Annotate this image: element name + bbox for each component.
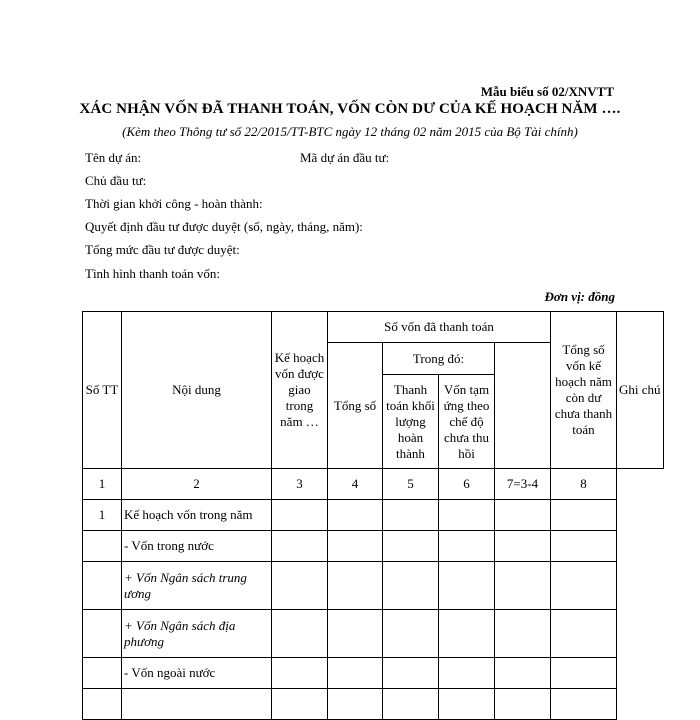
empty-cell: [328, 689, 383, 720]
unit-label: Đơn vị: đồng: [544, 289, 615, 304]
header-remaining: Tổng số vốn kế hoạch năm còn dư chưa thanh toán: [551, 312, 617, 469]
empty-cell: [439, 531, 495, 562]
empty-cell: [328, 610, 383, 658]
empty-cell: [328, 562, 383, 610]
row-content: - Vốn trong nước: [122, 531, 272, 562]
empty-cell: [383, 610, 439, 658]
table-row: [83, 500, 664, 531]
empty-cell: [495, 689, 551, 720]
empty-cell: [272, 531, 328, 562]
row-content: Kế hoạch vốn trong năm: [122, 500, 272, 531]
table-row: [83, 610, 664, 658]
row-content: + Vốn Ngân sách trung ương: [122, 562, 272, 610]
empty-cell: [83, 689, 122, 720]
investor-label: Chủ đầu tư:: [85, 173, 147, 188]
empty-cell: [383, 689, 439, 720]
col-number: 3: [272, 469, 328, 500]
total-investment-label: Tổng mức đầu tư được duyệt:: [85, 242, 240, 257]
empty-cell: [383, 500, 439, 531]
row-stt: [83, 562, 122, 610]
row-content: - Vốn ngoài nước: [122, 658, 272, 689]
empty-cell: [328, 500, 383, 531]
column-number-row: [83, 469, 664, 500]
empty-cell: [383, 658, 439, 689]
empty-cell: [122, 689, 272, 720]
project-code-label: Mã dự án đầu tư:: [300, 150, 390, 165]
header-content: Nội dung: [122, 312, 272, 469]
header-advance: Vốn tạm ứng theo chế độ chưa thu hồi: [439, 375, 495, 469]
timeline-label: Thời gian khởi công - hoàn thành:: [85, 196, 263, 211]
empty-cell: [551, 610, 617, 658]
row-content: + Vốn Ngân sách địa phương: [122, 610, 272, 658]
empty-cell: [495, 610, 551, 658]
empty-cell: [439, 658, 495, 689]
header-paid-group: Số vốn đã thanh toán: [328, 312, 551, 343]
empty-cell: [383, 531, 439, 562]
header-notes: Ghi chú: [617, 312, 664, 469]
col-number: 2: [122, 469, 272, 500]
col-number: 8: [551, 469, 617, 500]
header-volume-paid: Thanh toán khối lượng hoàn thành: [383, 375, 439, 469]
empty-cell: [495, 500, 551, 531]
empty-cell: [272, 562, 328, 610]
payment-table: [82, 311, 664, 720]
empty-cell: [272, 500, 328, 531]
table-row: [83, 658, 664, 689]
col-number: 4: [328, 469, 383, 500]
col-number: 5: [383, 469, 439, 500]
empty-cell: [328, 658, 383, 689]
empty-cell: [495, 562, 551, 610]
row-stt: [83, 658, 122, 689]
row-stt: [83, 531, 122, 562]
empty-cell: [495, 531, 551, 562]
document-title: XÁC NHẬN VỐN ĐÃ THANH TOÁN, VỐN CÒN DƯ CỦA KẾ HOẠCH NĂM ….: [79, 101, 621, 117]
empty-cell: [439, 562, 495, 610]
decision-label: Quyết định đầu tư được duyệt (số, ngày, tháng, năm):: [85, 219, 363, 234]
table-row: [83, 562, 664, 610]
header-plan: Kế hoạch vốn được giao trong năm …: [272, 312, 328, 469]
col-number: 1: [83, 469, 122, 500]
table-row: [83, 531, 664, 562]
empty-cell: [551, 562, 617, 610]
empty-cell: [495, 658, 551, 689]
form-code: Mẫu biểu số 02/XNVTT: [480, 84, 614, 99]
table-row: [83, 689, 664, 720]
document-subtitle: (Kèm theo Thông tư số 22/2015/TT-BTC ngày 12 tháng 02 năm 2015 của Bộ Tài chính): [122, 124, 578, 139]
empty-cell: [551, 689, 617, 720]
col-number: 7=3-4: [495, 469, 551, 500]
row-stt: [83, 610, 122, 658]
empty-cell: [272, 610, 328, 658]
header-of-which: Trong đó:: [383, 343, 495, 375]
empty-cell: [551, 658, 617, 689]
row-stt: 1: [83, 500, 122, 531]
empty-cell: [551, 531, 617, 562]
empty-cell: [383, 562, 439, 610]
empty-cell: [551, 500, 617, 531]
header-total: Tổng số: [328, 343, 383, 469]
payment-status-label: Tình hình thanh toán vốn:: [85, 266, 221, 281]
empty-cell: [439, 610, 495, 658]
empty-cell: [439, 689, 495, 720]
col-number: 6: [439, 469, 495, 500]
project-name-label: Tên dự án:: [85, 150, 142, 165]
empty-cell: [272, 658, 328, 689]
empty-cell: [328, 531, 383, 562]
header-stt: Số TT: [83, 312, 122, 469]
empty-cell: [439, 500, 495, 531]
empty-cell: [272, 689, 328, 720]
